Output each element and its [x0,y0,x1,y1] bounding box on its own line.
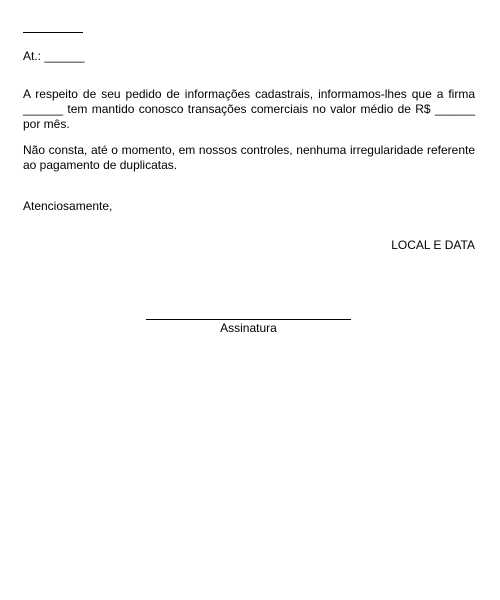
signature-line [146,319,351,320]
body-paragraph-2: Não consta, até o momento, em nossos controles, nenhuma irregularidade referente ao pagamento de duplicatas. [23,143,475,172]
body-paragraph-1: A respeito de seu pedido de informações cadastrais, informamos-lhes que a firma ______ tem mantido conosco transações comerciais no valor médio de R$ ______ por mês. [23,87,475,131]
closing-salutation: Atenciosamente, [23,199,113,213]
signature-label: Assinatura [220,321,277,335]
attention-line: At.: ______ [23,49,85,63]
recipient-blank-line [23,32,83,33]
local-and-date: LOCAL E DATA [391,238,475,252]
